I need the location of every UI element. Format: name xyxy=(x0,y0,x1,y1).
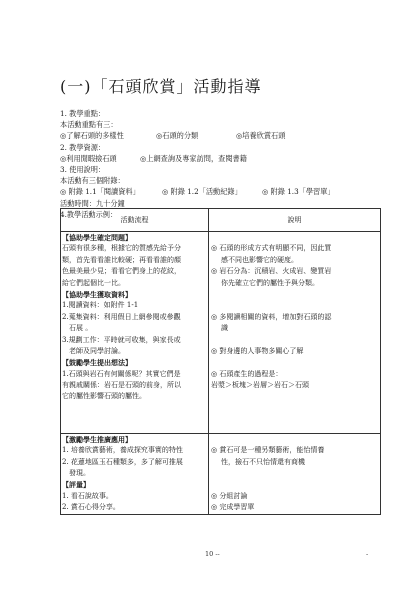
note-line: ◎ 分組討論 xyxy=(211,491,248,500)
page-title: (一)「石頭欣賞」活動指導 xyxy=(60,77,262,96)
focus-item: ◎培養欣賞石頭 xyxy=(236,131,286,141)
appendix-list xyxy=(60,186,380,197)
note-line xyxy=(209,289,380,300)
flow-line: 有親戚關係：岩石是石頭的前身，所以 xyxy=(62,381,181,390)
flow-line: 1. 培養欣賞藝術，養成探究事實的特性 xyxy=(62,446,183,455)
header-note: 說明 xyxy=(209,209,381,232)
note-cell xyxy=(209,433,381,514)
note-line xyxy=(209,391,380,402)
flow-line: 老師及同學討論。 xyxy=(69,346,125,355)
flow-section-heading: 【鼓勵學生提出想法】 xyxy=(62,358,132,368)
flow-section-heading: 【協助學生獲取資料】 xyxy=(62,289,132,299)
flow-line: 2. 賞石心得分享。 xyxy=(62,503,120,512)
activity-duration: 活動時間：九十分鐘 xyxy=(60,198,125,208)
table-row xyxy=(61,433,381,514)
intro-section xyxy=(60,108,380,220)
note-line xyxy=(209,335,380,346)
flow-line: 石展 。 xyxy=(69,324,93,333)
note-line: ◎ 岩石分為：沉積岩、火成岩、變質岩 xyxy=(211,267,332,276)
flow-line: 發現。 xyxy=(69,469,90,478)
focus-list xyxy=(60,130,380,141)
flow-line: 1.閱讀資料：如附件 1-1 xyxy=(62,301,139,310)
note-line: ◎ 對身邊的人事物多關心了解 xyxy=(211,346,304,355)
note-line xyxy=(209,232,380,243)
note-line xyxy=(209,468,380,479)
note-line xyxy=(209,357,380,368)
note-line: 性，撿石不只怡情還有商機 xyxy=(221,457,305,466)
teaching-focus-heading: 1. 教學重點： xyxy=(60,109,106,118)
note-line: 識 xyxy=(221,324,228,333)
flow-section-heading: 【協助學生確定問題】 xyxy=(62,233,132,242)
note-line: ◎ 賞石可是一種另類藝術，能怡情養 xyxy=(211,446,325,455)
note-line: 岩漿＞板塊＞岩層＞岩石＞石頭 xyxy=(211,381,309,390)
flow-line: 給它們起個比一比。 xyxy=(62,278,125,287)
flow-line: 2.蒐集資料：利用假日上網參閱或參觀 xyxy=(62,312,181,321)
note-line: 你先確立它們的屬性予與分類。 xyxy=(221,278,319,287)
note-line xyxy=(209,434,380,445)
flow-line: 1.石頭與岩石有何關係呢？其實它們是 xyxy=(62,369,181,378)
example-heading: 4.教學活動示例： xyxy=(60,209,118,219)
activity-table xyxy=(60,208,381,515)
spacer xyxy=(61,403,208,433)
resources-list xyxy=(60,153,380,164)
note-line: ◎ 完成學習單 xyxy=(211,503,255,512)
note-line: ◎ 石頭產生的過程是： xyxy=(211,369,283,378)
header-flow: 活動流程 xyxy=(61,209,209,232)
teaching-focus-intro: 本活動重點有三： xyxy=(60,120,118,130)
note-line: ◎ 多閱讀相關的資料，增加對石頭的認 xyxy=(211,312,332,321)
note-line xyxy=(209,479,380,490)
appendix-item: ◎ 附錄 1.3「學習單」 xyxy=(262,187,335,197)
flow-section-heading: 【評量】 xyxy=(62,480,90,490)
flow-line: 2. 花蓮地區玉石種類多，多了解可推展 xyxy=(62,457,183,466)
flow-line: 色最美最少見；看看它們身上的花紋， xyxy=(62,267,181,276)
note-line: ◎ 石頭的形成方式有明顯不同，因此質 xyxy=(211,244,332,253)
appendix-item: ◎ 附錄 1.2「活動紀錄」 xyxy=(162,187,242,197)
flow-line: 它的屬性影響石頭的屬性。 xyxy=(62,392,146,401)
usage-line: 本活動有三個附錄： xyxy=(60,176,125,186)
flow-cell xyxy=(61,232,209,434)
note-line xyxy=(209,300,380,311)
resources-heading: 2. 教學資源： xyxy=(60,142,106,152)
flow-line: 石頭有很多種，根據它的質感先給予分 xyxy=(62,244,181,253)
flow-section-heading: 【激勵學生推廣應用】 xyxy=(62,434,132,444)
note-line: 感不同也影響它的硬度。 xyxy=(221,255,298,264)
flow-line: 1. 看石說故事。 xyxy=(62,491,113,500)
page-number: 10 -- xyxy=(205,550,220,558)
flow-line: 3.規劃工作：平時就可收集，與家長或 xyxy=(62,335,181,344)
usage-heading: 3. 使用說明： xyxy=(60,164,106,174)
note-cell xyxy=(209,232,381,434)
table-header-row xyxy=(61,209,381,232)
focus-item: ◎石頭的分類 xyxy=(156,131,199,141)
flow-cell xyxy=(61,433,209,514)
focus-item: ◎了解石頭的多樣性 xyxy=(60,131,124,141)
flow-line: 類，首先看看誰比較硬；再看看誰的顏 xyxy=(62,255,181,264)
footer-mark: - xyxy=(366,550,369,558)
table-row xyxy=(61,232,381,434)
appendix-item: ◎ 附錄 1.1「閱讀資料」 xyxy=(60,187,140,197)
resource-item: ◎上網查詢及專家訪問，查閱書籍 xyxy=(140,153,247,163)
resource-item: ◎利用閒暇撿石頭 xyxy=(60,153,117,163)
